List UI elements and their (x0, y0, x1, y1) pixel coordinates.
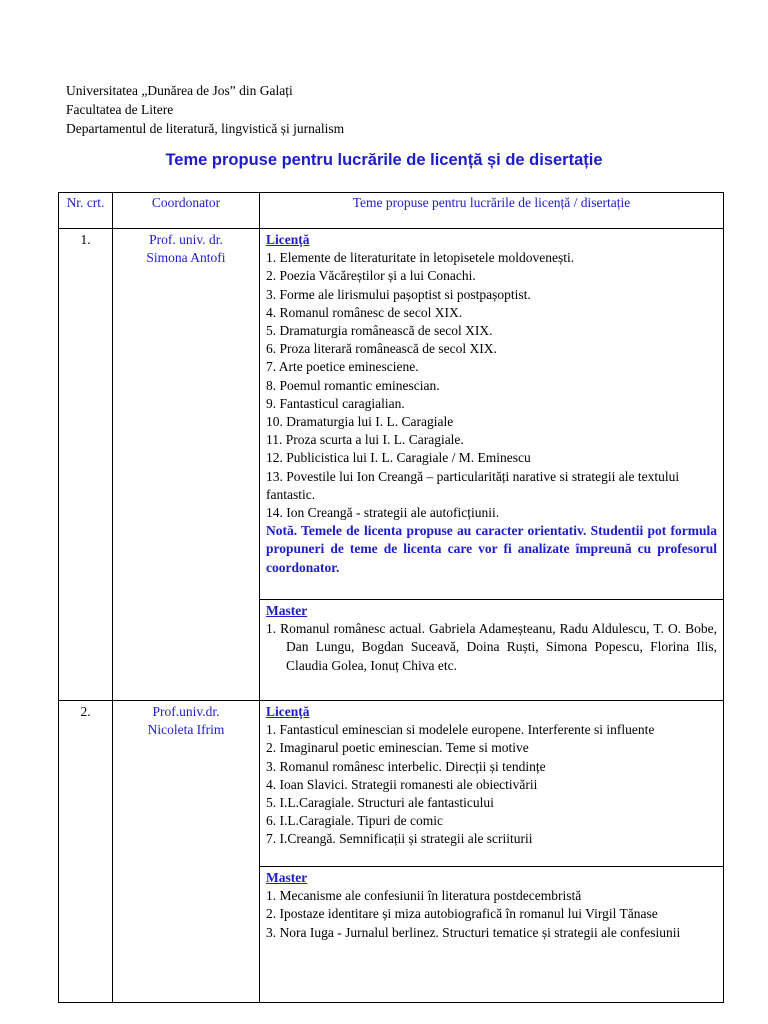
coordinator-name: Simona Antofi (146, 250, 226, 266)
header-topics-label: Teme propuse pentru lucrările de licență / disertație (352, 195, 631, 210)
header-coordinator (113, 193, 260, 229)
table-header-row (59, 193, 724, 229)
institution-header (66, 81, 344, 138)
coordinator-cell (113, 229, 260, 701)
list-item: 6. Proza literară românească de secol XIX. (266, 341, 497, 357)
list-item: 3. Romanul românesc interbelic. Direcții și tendințe (266, 758, 546, 774)
list-item: 4. Ioan Slavici. Strategii romanesti ale obiectivării (266, 776, 538, 792)
list-item: 4. Romanul românesc de secol XIX. (266, 304, 463, 320)
list-item: 5. I.L.Caragiale. Structuri ale fantasticului (266, 795, 494, 811)
licenta-topics-cell (260, 229, 724, 600)
coordinator-name: Nicoleta Ifrim (147, 722, 225, 738)
topics-table (58, 192, 724, 1003)
list-item: 1. Mecanisme ale confesiunii în literatura postdecembristă (266, 888, 582, 904)
list-item: 2. Ipostaze identitare și miza autobiografică în romanul lui Virgil Tănase (266, 906, 658, 922)
list-item: 1. Fantasticul eminescian si modelele europene. Interferente si influente (266, 722, 655, 738)
list-item: 7. I.Creangă. Semnificații și strategii ale scriiturii (266, 831, 533, 847)
licenta-label: Licență (266, 232, 310, 247)
list-item: 5. Dramaturgia românească de secol XIX. (266, 323, 493, 339)
header-nr-label: Nr. crt. (66, 195, 105, 210)
coordinator-cell (113, 701, 260, 1003)
header-nr (59, 193, 113, 229)
list-item: 9. Fantasticul caragialian. (266, 395, 405, 411)
coordinator-title: Prof.univ.dr. (152, 704, 220, 719)
list-item: 13. Povestile lui Ion Creangă – particularități narative si strategii ale textului fantastic. (266, 468, 680, 502)
list-item: 1. Elemente de literaturitate in letopisetele moldovenești. (266, 250, 575, 266)
list-item: 1. Romanul românesc actual. Gabriela Adameșteanu, Radu Aldulescu, T. O. Bobe, Dan Lungu, Bogdan Suceavă, Doina Ruști, Simona Popescu, Florina Ilis, Claudia Golea, Ionuț Chiva etc. (266, 621, 717, 673)
header-topics (260, 193, 724, 229)
list-item: 3. Forme ale lirismului pașoptist si postpașoptist. (266, 286, 531, 302)
list-item: 7. Arte poetice eminesciene. (266, 359, 419, 375)
coordinator-title: Prof. univ. dr. (149, 232, 223, 247)
row-number: 1. (59, 229, 113, 701)
list-item: 2. Poezia Văcăreștilor și a lui Conachi. (266, 268, 476, 284)
master-label: Master (266, 870, 308, 885)
list-item: 14. Ion Creangă - strategii ale autoficțiunii. (266, 505, 500, 521)
table-row (59, 701, 724, 867)
orientative-note: Notă. Temele de licenta propuse au caracter orientativ. Studentii pot formula propuneri de teme de licenta care vor fi analizate împreună cu profesorul coordonator. (266, 523, 717, 575)
list-item: 2. Imaginarul poetic eminescian. Teme si motive (266, 740, 529, 756)
university-name: Universitatea „Dunărea de Jos” din Galați (66, 83, 293, 98)
list-item: 11. Proza scurta a lui I. L. Caragiale. (266, 432, 464, 448)
list-item: 12. Publicistica lui I. L. Caragiale / M. Eminescu (266, 450, 531, 466)
list-item: 8. Poemul romantic eminescian. (266, 377, 440, 393)
master-label: Master (266, 603, 308, 618)
list-item: 6. I.L.Caragiale. Tipuri de comic (266, 813, 443, 829)
department-name: Departamentul de literatură, lingvistică și jurnalism (66, 121, 345, 136)
faculty-name: Facultatea de Litere (66, 102, 174, 117)
master-topics-cell (260, 600, 724, 701)
licenta-topics-cell (260, 701, 724, 867)
master-topics-cell (260, 867, 724, 1003)
list-item: 3. Nora Iuga - Jurnalul berlinez. Structuri tematice și strategii ale confesiunii (266, 924, 681, 940)
header-coordinator-label: Coordonator (151, 195, 221, 210)
licenta-label: Licență (266, 704, 310, 719)
document-title: Teme propuse pentru lucrările de licență și de disertație (165, 151, 603, 169)
list-item: 10. Dramaturgia lui I. L. Caragiale (266, 414, 454, 430)
table-row (59, 229, 724, 600)
row-number: 2. (59, 701, 113, 1003)
